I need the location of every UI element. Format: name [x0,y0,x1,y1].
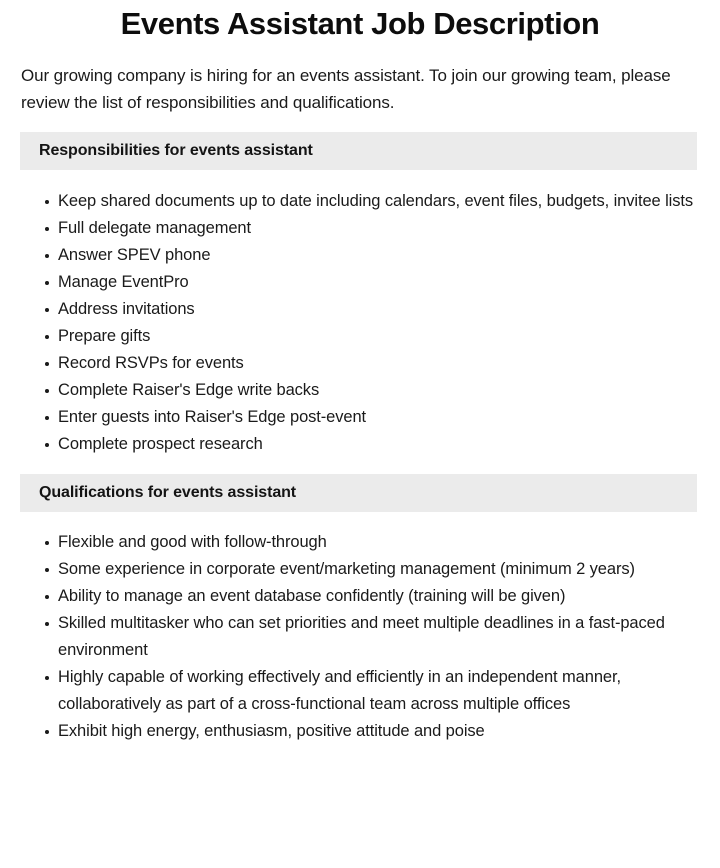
section-responsibilities [0,132,720,458]
list-item: Record RSVPs for events [58,350,696,377]
section-qualifications [0,474,720,745]
list-item: Address invitations [58,296,696,323]
list-item: Keep shared documents up to date including calendars, event files, budgets, invitee lists [58,188,696,215]
responsibilities-list [0,170,720,458]
list-item: Manage EventPro [58,269,696,296]
list-item: Complete Raiser's Edge write backs [58,377,696,404]
section-header-responsibilities [20,132,697,170]
list-item: Exhibit high energy, enthusiasm, positive attitude and poise [58,718,696,745]
list-item: Full delegate management [58,215,696,242]
intro-paragraph: Our growing company is hiring for an events assistant. To join our growing team, please review the list of responsibilities and qualifications. [21,66,671,112]
list-item: Answer SPEV phone [58,242,696,269]
qualifications-list [0,512,720,745]
section-heading-label: Qualifications for events assistant [39,484,297,501]
page-title: Events Assistant Job Description [120,6,600,41]
list-item: Skilled multitasker who can set priorities and meet multiple deadlines in a fast-paced environment [58,610,696,664]
section-header-qualifications [20,474,697,512]
list-item: Some experience in corporate event/marketing management (minimum 2 years) [58,556,696,583]
list-item: Highly capable of working effectively and efficiently in an independent manner, collaboratively as part of a cross-functional team across multiple offices [58,664,696,718]
list-item: Flexible and good with follow-through [58,529,696,556]
section-heading-label: Responsibilities for events assistant [39,142,313,159]
list-item: Complete prospect research [58,431,696,458]
list-item: Ability to manage an event database confidently (training will be given) [58,583,696,610]
list-item: Enter guests into Raiser's Edge post-event [58,404,696,431]
list-item: Prepare gifts [58,323,696,350]
